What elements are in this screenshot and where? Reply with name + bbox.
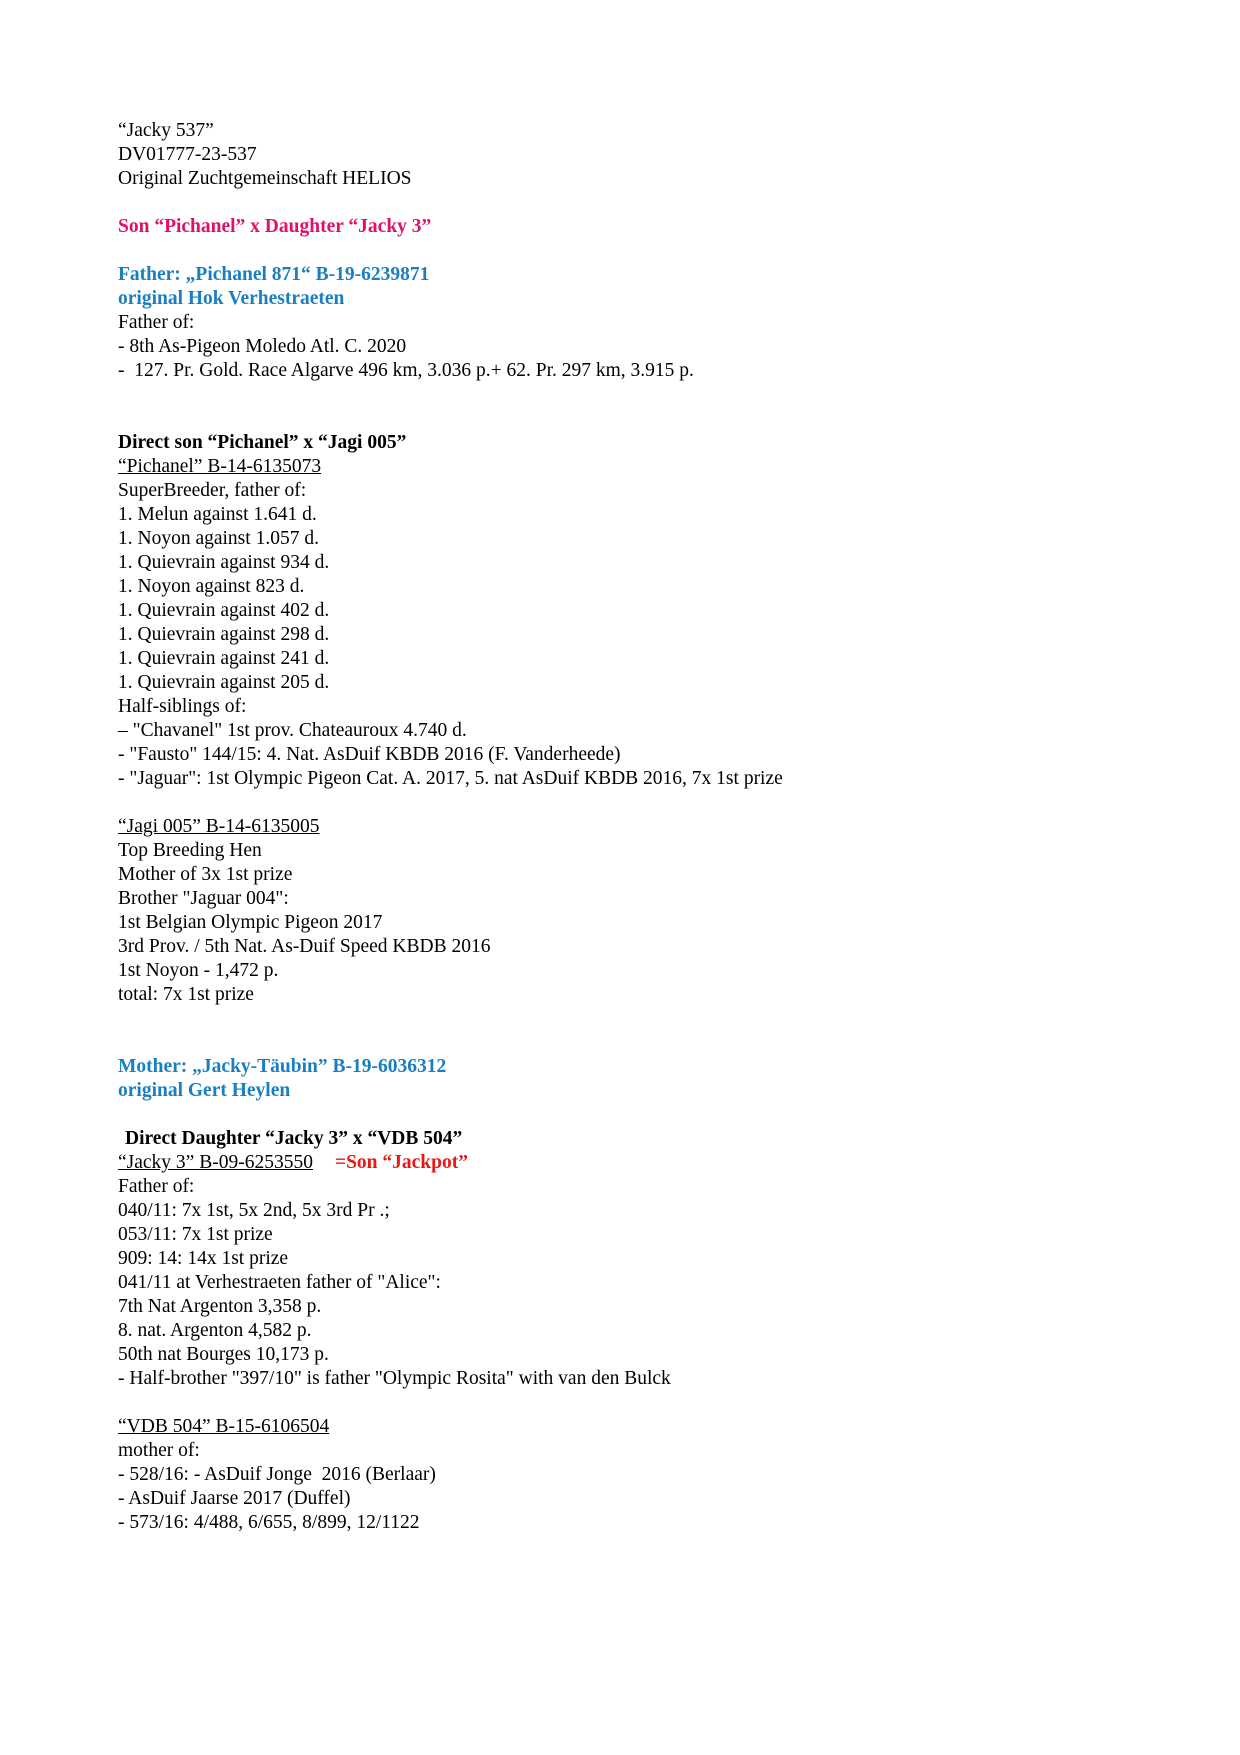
mother-sire-line: 040/11: 7x 1st, 5x 2nd, 5x 3rd Pr .;	[118, 1200, 390, 1221]
father-sire-line: – "Chavanel" 1st prov. Chateauroux 4.740 d.	[118, 720, 467, 741]
mother-origin: original Gert Heylen	[118, 1080, 291, 1101]
pigeon-origin: Original Zuchtgemeinschaft HELIOS	[118, 168, 412, 189]
pedigree-title: Son “Pichanel” x Daughter “Jacky 3”	[118, 216, 432, 237]
father-sire-line: 1. Quievrain against 298 d.	[118, 624, 330, 645]
father-dam-title: “Jagi 005” B-14-6135005	[118, 816, 320, 837]
father-heading: Father: „Pichanel 871“ B-19-6239871	[118, 264, 430, 285]
father-sire-line: - "Fausto" 144/15: 4. Nat. AsDuif KBDB 2016 (F. Vanderheede)	[118, 744, 621, 765]
father-dam-line: 1st Noyon - 1,472 p.	[118, 960, 279, 981]
father-sire-title: “Pichanel” B-14-6135073	[118, 456, 322, 477]
father-sire-line: 1. Quievrain against 241 d.	[118, 648, 330, 669]
mother-dam-line: - 528/16: - AsDuif Jonge 2016 (Berlaar)	[118, 1464, 436, 1485]
father-sire-line: 1. Quievrain against 205 d.	[118, 672, 330, 693]
pigeon-name: “Jacky 537”	[118, 120, 214, 141]
mother-parentage: Direct Daughter “Jacky 3” x “VDB 504”	[125, 1128, 463, 1149]
mother-sire-title-row	[118, 1151, 1118, 1175]
mother-sire-line: Father of:	[118, 1176, 195, 1197]
father-dam-line: 3rd Prov. / 5th Nat. As-Duif Speed KBDB 2016	[118, 936, 491, 957]
mother-sire-line: - Half-brother "397/10" is father "Olympic Rosita" with van den Bulck	[118, 1368, 671, 1389]
father-dam-line: 1st Belgian Olympic Pigeon 2017	[118, 912, 383, 933]
pigeon-ring-number: DV01777-23-537	[118, 144, 257, 165]
father-sire-line: 1. Quievrain against 934 d.	[118, 552, 330, 573]
mother-dam-title: “VDB 504” B-15-6106504	[118, 1416, 330, 1437]
mother-dam-line: - AsDuif Jaarse 2017 (Duffel)	[118, 1488, 351, 1509]
father-origin: original Hok Verhestraeten	[118, 288, 345, 309]
father-result: - 8th As-Pigeon Moledo Atl. C. 2020	[118, 336, 407, 357]
father-sire-line: Half-siblings of:	[118, 696, 247, 717]
father-sire-line: SuperBreeder, father of:	[118, 480, 307, 501]
father-sire-line: 1. Noyon against 823 d.	[118, 576, 305, 597]
mother-sire-title: “Jacky 3” B-09-6253550	[118, 1152, 313, 1173]
mother-sire-line: 909: 14: 14x 1st prize	[118, 1248, 289, 1269]
father-dam-line: Mother of 3x 1st prize	[118, 864, 293, 885]
father-dam-line: total: 7x 1st prize	[118, 984, 254, 1005]
father-of-label: Father of:	[118, 312, 195, 333]
father-sire-line: 1. Quievrain against 402 d.	[118, 600, 330, 621]
father-dam-line: Brother "Jaguar 004":	[118, 888, 289, 909]
father-parentage: Direct son “Pichanel” x “Jagi 005”	[118, 432, 407, 453]
father-sire-line: 1. Noyon against 1.057 d.	[118, 528, 319, 549]
mother-sire-note: =Son “Jackpot”	[334, 1152, 468, 1173]
mother-sire-line: 50th nat Bourges 10,173 p.	[118, 1344, 329, 1365]
mother-sire-line: 041/11 at Verhestraeten father of "Alice":	[118, 1272, 441, 1293]
document-content	[118, 119, 1118, 1535]
mother-sire-line: 8. nat. Argenton 4,582 p.	[118, 1320, 312, 1341]
mother-sire-line: 7th Nat Argenton 3,358 p.	[118, 1296, 322, 1317]
father-result: - 127. Pr. Gold. Race Algarve 496 km, 3.036 p.+ 62. Pr. 297 km, 3.915 p.	[118, 360, 694, 381]
mother-sire-line: 053/11: 7x 1st prize	[118, 1224, 273, 1245]
mother-heading: Mother: „Jacky-Täubin” B-19-6036312	[118, 1056, 447, 1077]
mother-dam-line: mother of:	[118, 1440, 200, 1461]
mother-dam-line: - 573/16: 4/488, 6/655, 8/899, 12/1122	[118, 1512, 420, 1533]
father-sire-line: - "Jaguar": 1st Olympic Pigeon Cat. A. 2017, 5. nat AsDuif KBDB 2016, 7x 1st prize	[118, 768, 783, 789]
father-dam-line: Top Breeding Hen	[118, 840, 262, 861]
father-sire-line: 1. Melun against 1.641 d.	[118, 504, 317, 525]
